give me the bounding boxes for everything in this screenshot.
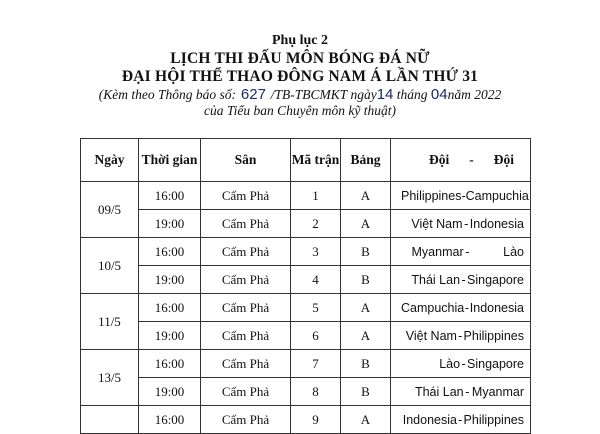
group-cell: B xyxy=(341,266,391,294)
team-a: Thái Lan xyxy=(414,384,464,399)
col-teams xyxy=(391,139,531,182)
match-code-cell: 8 xyxy=(291,378,341,406)
date-cell: 13/5 xyxy=(81,350,139,406)
table-header-row xyxy=(81,139,531,182)
note-month-label: tháng xyxy=(396,87,428,102)
table-row xyxy=(81,378,531,406)
team-b: Campuchia xyxy=(465,188,529,203)
col-team-a: Đội xyxy=(429,152,450,167)
team-b: Singapore xyxy=(467,272,524,287)
time-cell: 19:00 xyxy=(139,322,201,350)
group-cell: B xyxy=(341,350,391,378)
team-separator: - xyxy=(461,188,466,203)
teams-cell xyxy=(391,182,531,210)
date-cell: 10/5 xyxy=(81,238,139,294)
venue-cell: Cẩm Phả xyxy=(201,210,291,238)
team-separator: - xyxy=(465,384,470,399)
table-row xyxy=(81,322,531,350)
time-cell: 19:00 xyxy=(139,378,201,406)
group-cell: A xyxy=(341,210,391,238)
document-title: LỊCH THI ĐẤU MÔN BÓNG ĐÁ NỮ xyxy=(170,50,430,67)
col-match-code: Mã trận xyxy=(291,139,341,182)
match-code-cell: 1 xyxy=(291,182,341,210)
reference-note-issuer: của Tiểu ban Chuyên môn kỹ thuật) xyxy=(204,103,396,118)
table-row xyxy=(81,210,531,238)
team-a: Philippines xyxy=(401,188,462,203)
team-separator: - xyxy=(464,216,469,231)
col-group: Bảng xyxy=(341,139,391,182)
appendix-label: Phụ lục 2 xyxy=(271,33,328,48)
teams-cell xyxy=(391,406,531,434)
team-b: Lào xyxy=(503,244,524,259)
time-cell: 19:00 xyxy=(139,266,201,294)
teams-cell xyxy=(391,350,531,378)
team-a: Việt Nam xyxy=(411,216,463,231)
time-cell: 16:00 xyxy=(139,406,201,434)
teams-cell xyxy=(391,210,531,238)
teams-cell xyxy=(391,378,531,406)
team-separator: - xyxy=(464,300,470,315)
document-subtitle: ĐẠI HỘI THỂ THAO ĐÔNG NAM Á LẦN THỨ 31 xyxy=(121,68,479,85)
venue-cell: Cẩm Phả xyxy=(201,406,291,434)
table-row xyxy=(81,350,531,378)
venue-cell: Cẩm Phả xyxy=(201,238,291,266)
group-cell: B xyxy=(341,378,391,406)
team-b: Indonesia xyxy=(469,216,524,231)
team-separator: - xyxy=(458,412,463,427)
team-a: Indonesia xyxy=(402,412,457,427)
match-code-cell: 9 xyxy=(291,406,341,434)
team-a: Thái Lan xyxy=(411,272,461,287)
time-cell: 16:00 xyxy=(139,350,201,378)
time-cell: 16:00 xyxy=(139,238,201,266)
teams-cell xyxy=(391,294,531,322)
col-date: Ngày xyxy=(81,139,139,182)
table-row xyxy=(81,238,531,266)
team-b: Indonesia xyxy=(469,300,524,315)
team-b: Philippines xyxy=(463,412,524,427)
note-prefix: (Kèm theo Thông báo số: xyxy=(98,87,237,102)
table-row xyxy=(81,406,531,434)
reference-note xyxy=(0,86,600,103)
table-row xyxy=(81,294,531,322)
team-separator: - xyxy=(465,244,470,259)
venue-cell: Cẩm Phả xyxy=(201,294,291,322)
team-a: Myanmar xyxy=(411,244,464,259)
time-cell: 16:00 xyxy=(139,294,201,322)
team-a: Lào xyxy=(439,356,461,371)
venue-cell: Cẩm Phả xyxy=(201,266,291,294)
note-day: 14 xyxy=(376,86,394,103)
venue-cell: Cẩm Phả xyxy=(201,182,291,210)
venue-cell: Cẩm Phả xyxy=(201,350,291,378)
team-b: Singapore xyxy=(467,356,524,371)
team-a: Campuchia xyxy=(401,300,465,315)
match-code-cell: 7 xyxy=(291,350,341,378)
date-cell xyxy=(81,406,139,434)
time-cell: 19:00 xyxy=(139,210,201,238)
col-team-b: Đội xyxy=(493,152,514,167)
match-code-cell: 6 xyxy=(291,322,341,350)
team-separator: - xyxy=(458,328,463,343)
teams-cell xyxy=(391,266,531,294)
match-code-cell: 5 xyxy=(291,294,341,322)
table-row xyxy=(81,182,531,210)
venue-cell: Cẩm Phả xyxy=(201,378,291,406)
col-time: Thời gian xyxy=(139,139,201,182)
teams-cell xyxy=(391,238,531,266)
col-separator: - xyxy=(469,152,474,167)
note-code: /TB-TBCMKT ngày xyxy=(270,87,377,102)
schedule-table xyxy=(80,138,531,434)
note-month: 04 xyxy=(430,86,448,103)
team-separator: - xyxy=(461,356,466,371)
group-cell: A xyxy=(341,322,391,350)
team-b: Myanmar xyxy=(471,384,524,399)
date-cell: 09/5 xyxy=(81,182,139,238)
teams-cell xyxy=(391,322,531,350)
team-separator: - xyxy=(461,272,466,287)
note-year: năm 2022 xyxy=(447,87,502,102)
team-b: Philippines xyxy=(463,328,524,343)
team-a: Việt Nam xyxy=(405,328,457,343)
table-row xyxy=(81,266,531,294)
venue-cell: Cẩm Phả xyxy=(201,322,291,350)
time-cell: 16:00 xyxy=(139,182,201,210)
match-code-cell: 2 xyxy=(291,210,341,238)
col-venue: Sân xyxy=(201,139,291,182)
note-number: 627 xyxy=(240,86,266,103)
group-cell: A xyxy=(341,406,391,434)
match-code-cell: 3 xyxy=(291,238,341,266)
group-cell: A xyxy=(341,294,391,322)
match-code-cell: 4 xyxy=(291,266,341,294)
date-cell: 11/5 xyxy=(81,294,139,350)
group-cell: B xyxy=(341,238,391,266)
group-cell: A xyxy=(341,182,391,210)
